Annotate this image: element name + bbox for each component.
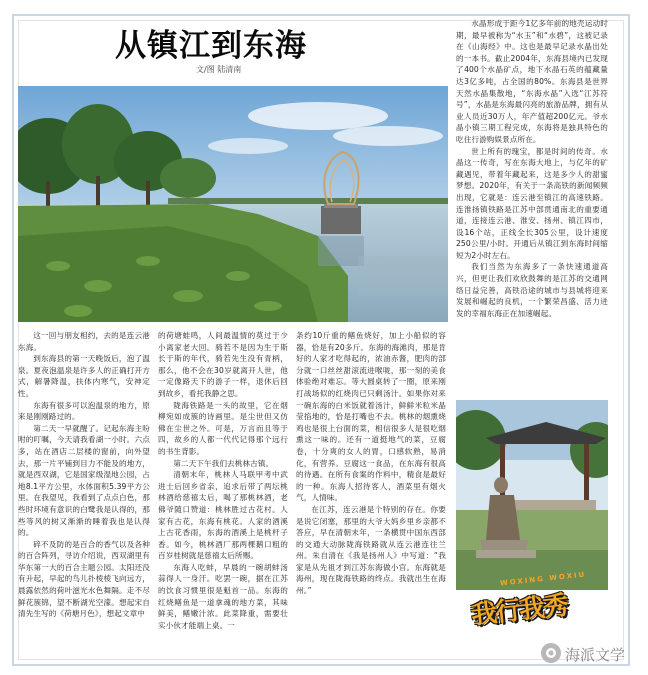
- camera-icon: [540, 642, 562, 664]
- paragraph: 第二天一早就醒了。记起东海主吩咐的叮嘱，今天请我看湖一小时。六点多，站在酒店二层楼的窗前，向外望去，那一片平铺到目力不能及的地方，就是西双湖，它是国家级湿地公园，占地8.1平方公里，水体面积5.39平方公里。在我望见，我看到了点点白色，那些时环境有意识的白鹭我是认得的，那些等风的树又渐渐的睡着我也是认得的。: [18, 423, 150, 538]
- paragraph: 这一回与朋友相约，去的是连云港东海。: [18, 331, 150, 352]
- lake-photo: [18, 86, 448, 322]
- article-title: 从镇江到东海: [115, 28, 307, 64]
- paragraph: 在江苏，连云港是个特别的存在。你要是说它闭塞，那里的大爷大妈乡里乡亲都不答应，早在清朝末年，一条横贯中国东西部的交通大动脉陇海铁路就从连云港连往兰州。朱自清在《我是扬州人》中写道：“我家是从先祖才到江苏东海做小官。东海就是海州，现在陇海铁路的终点。我就出生在海州。”: [296, 504, 446, 596]
- article-byline: 文/图 陆清南: [196, 65, 242, 74]
- logo-text: 我行我秀: [469, 590, 569, 631]
- statue-pavilion-photo: [456, 400, 608, 590]
- article-column-middle-right: [296, 330, 446, 648]
- paragraph: 第二天下午我们去桃林古镇。: [173, 458, 274, 468]
- article-column-right: [456, 18, 608, 392]
- paragraph: 条约10斤重的鳝鱼烧好，加上小船似的容器，恰是有20多斤。东海的海滩肉，那是肯好的人家才吃得起的，浓油赤酱，肥肉的部分就一口丝丝甜滚流进喉咙，那一刻的美食体验绝对难忘。等大圆桌转了一圈，原来刚打战场似的红烧肉已只剩汤汁。如果你对来一碗东海的白米饭就着汤汁，鲜鲜米粒米晶莹掐地的，恰是打嘴也不去。桃林的烟熏烧鸡也是很上台面的菜，相信很多人是很吃烟熏这一味的。还有一道挺地气的菜，豆腐卷，十分爽的女人的胃，口感软熟，易消化，有营养。豆腐这一食品，在东海有很高的待遇。在所有食案的作料中，精食是最好的一种。东海人招待客人，酒菜里有烟火气，人情味。: [296, 331, 446, 503]
- article-column-left: [18, 330, 150, 648]
- paragraph: 水晶形成于距今1亿多年前的地壳运动时期，最早被称为“水玉”和“水碧”，这被记录在《山海经》中。这也是最早记录水晶出处的一本书。截止2004年，东海县境内已发现了400个水晶矿点，地下水晶石英的蕴藏量达3亿多吨，占全国的80%。东海县是世界天然水晶集散地，“东海水晶”入选“江苏符号”，水晶是东海最闪亮的旅游品牌，拥有从业人员近30万人，年产值超200亿元。爷水晶小镇三期工程完成，东海将是独具特色的吃住行游购娱景点所在。: [456, 19, 608, 144]
- paragraph: 世上所有的瑰宝，都是时间的传奇。水晶这一传奇，写在东海大地上，与亿年的矿藏遇见，带着年藏起来，这是多少人的甜蜜梦想。2020年，有关于一条高铁的新闻频频出现，它就是：连云港至镇江的高速铁路。连淮扬镇铁路是江苏中部贯通南北的重要通道，连接连云港、淮安、扬州、镇江四市，设16个站，正线全长305公里，设计速度250公里/小时。开通后从镇江到东海时间缩短为2小时左右。: [456, 146, 608, 260]
- paragraph: 碎不及防的是百合的香气以及各种的百合阵列，寻访介绍说，西双湖里有华东第一大的百合主题公园。太阳还没有升起，早起的鸟儿扑棱棱飞向远方，晨露依然的荷叶滋光水色舞隔。走不尽鲜花簇锦，望不断湖光空濛。想起宋自清先生写的《荷塘月色》，想起文章中: [18, 539, 150, 619]
- watermark-text: 海派文学: [565, 646, 626, 664]
- logo-pinyin: WOXING WOXIU: [499, 570, 587, 588]
- paragraph: 陇海铁路是一头的故里，它在烟柳宛如成簇的诗画里。是尘世但又仿佛在尘世之外。可是，万言而且等于四，故乡的人都一代代记得那个远行的书生背影。: [158, 400, 288, 456]
- paragraph: 东海人吃蚌，早晨的一碗胡蚌汤蒜得人一身汗。吃罢一碗，据在江苏的饮食习惯里很是魁首一品。东海的红烧鳝鱼是一道拿魂的地方菜，其味鲜美，鳝嫩汁浓。此菜降重，需要壮实小伙才能端上桌。一: [158, 562, 288, 630]
- watermark: [540, 640, 640, 668]
- paragraph: 的荷塘蛙鸣，人间最温情的莫过于少小离家老大回。骑若不是因为生于斯长于斯的年代，骑若先生没有青柄，那么，他不会在30岁就离开人世，他一定像路天下的游子一样，退休后回到故乡，看托我静之思。: [158, 331, 288, 398]
- paragraph: 我们当然为东海多了一条快速通道高兴，但更让我们欢欣鼓舞的是江苏的交通网络日益完善，高铁沿途的城市与县城将迎来发展和崛起的良机，一个繁荣昌盛、活力迸发的幸福东海正在加速崛起。: [456, 262, 608, 318]
- article-column-middle: [158, 330, 288, 648]
- paragraph: 东海有很多可以泡温泉的地方，原来是刚刚路过的。: [18, 400, 150, 422]
- paragraph: 到东海县的第一天晚饭后，泡了温泉。夏夜泡温泉是许多人的正确打开方式，解暑降温，扶体内寒气，安神定性。: [18, 354, 150, 398]
- paragraph: 清朝末年，桃林人马联甲考中武进士后回乡省亲，追求后带了两坛桃林酒给慈禧太后，喝了那桃林酒，老佛爷随口赞道：桃林胜过古花村。人家有古花，东海有桃花。人家的酒溪上古花香雨，东海的酒溪上是桃杆子香。如今，桃林酒厂那两棵鹅口粗的百岁桂树就是慈禧太后所赐。: [158, 470, 288, 561]
